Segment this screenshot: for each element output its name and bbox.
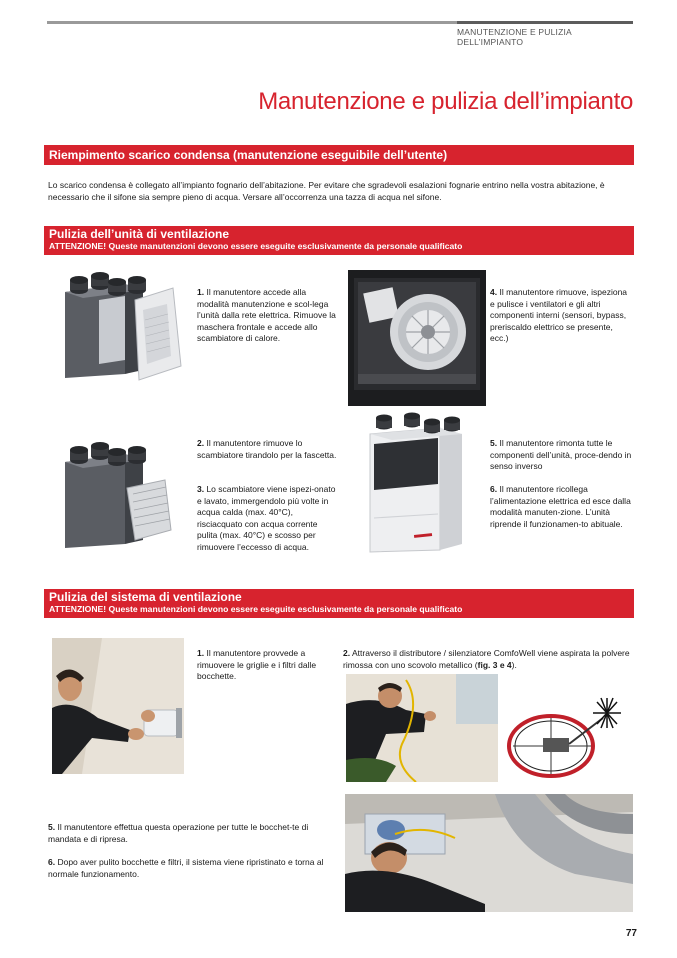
section-unit-cleaning-title: Pulizia dell’unità di ventilazione [49,227,230,241]
step-6-unit [490,484,632,530]
section-system-cleaning-warning: ATTENZIONE! Queste manutenzioni devono essere eseguite esclusivamente da personale qualificato [49,604,463,614]
section-system-cleaning-title: Pulizia del sistema di ventilazione [49,590,242,604]
step-number: 4. [490,287,498,297]
step-number: 5. [490,438,498,448]
step-2-system [343,648,633,671]
step-number: 3. [197,484,205,494]
brush-tool-photo [503,688,633,784]
step-text: Il manutentore provvede a rimuovere le griglie e i filtri dalle bocchette. [197,648,317,682]
section-condensate-heading: Riempimento scarico condensa (manutenzione eseguibile dell’utente) [44,145,634,165]
step-number: 5. [48,822,56,832]
step-text: Il manutentore rimonta tutte le componenti dell’unità, proce-dendo in senso inverso [490,438,632,472]
step-1-system [197,648,337,683]
section-condensate-body: Lo scarico condensa è collegato all’impianto fognario dell’abitazione. Per evitare che sgradevoli esalazioni fognarie entrino nella vostra abitazione, è necessario che il sifone sia sempre pieno di acqua. Versare all’occorrenza una tazza di acqua nel sifone. [48,180,605,202]
technician-brush-photo [346,674,498,782]
step-number: 1. [197,287,205,297]
step-text: Il manutentore ricollega l’alimentazione elettrica ed esce dalla modalità manuten-zione. L’unità riprende il funzionamen-to abituale. [490,484,631,529]
step-text: Attraverso il distributore / silenziatore ComfoWell viene aspirata la polvere rimossa con uno scovolo metallico ( [343,648,630,670]
page-title: Manutenzione e pulizia dell’impianto [258,88,633,115]
header-rule [47,21,457,24]
step-3-unit [197,484,337,554]
unit-front-open-image [55,270,195,382]
step-2-unit [197,438,337,461]
fan-internal-image [348,270,486,406]
technician-grille-photo [52,638,184,774]
duct-cleaning-photo [345,794,633,912]
step-1-unit [197,287,337,345]
step-5-system [48,822,338,845]
step-text: Il manutentore accede alla modalità manutenzione e scol-lega l’unità dalla rete elettrica. Rimuove la maschera frontale e accede allo scambiatore di calore. [197,287,336,344]
unit-closed-image [364,410,472,554]
step-number: 2. [343,648,351,658]
section-unit-cleaning-warning: ATTENZIONE! Queste manutenzioni devono essere eseguite esclusivamente da personale qualificato [49,241,463,251]
step-number: 6. [48,857,56,867]
step-text: Lo scambiatore viene ispezi-onato e lavato, immergendolo più volte in acqua calda (max. 40°C), risciacquato con acqua corrente pulita (max. 40°C) e scosso per rimuovere l’eccesso di acqua. [197,484,336,552]
step-number: 6. [490,484,498,494]
step-text: Il manutentore rimuove, ispeziona e pulisce i ventilatori e gli altri componenti interni (sensori, bypass, preriscaldo elettrico se presente, ecc.) [490,287,628,344]
section-system-cleaning-heading [44,589,634,618]
step-4-unit [490,287,632,345]
figure-reference: fig. 3 e 4 [477,659,512,670]
page-number: 77 [625,928,637,939]
step-5-unit [490,438,632,473]
running-header: MANUTENZIONE E PULIZIA DELL’IMPIANTO [457,27,572,47]
step-number: 2. [197,438,205,448]
header-rule-dark [457,21,633,24]
step-text: Il manutentore rimuove lo scambiatore tirandolo per la fascetta. [197,438,337,460]
step-number: 1. [197,648,205,658]
step-6-system [48,857,338,880]
step-text: Dopo aver pulito bocchette e filtri, il sistema viene ripristinato e torna al normale funzionamento. [48,857,324,879]
step-text: Il manutentore effettua questa operazione per tutte le bocchet-te di mandata e di ripresa. [48,822,309,844]
step-text-end: ). [511,659,517,670]
section-unit-cleaning-heading [44,226,634,255]
heat-exchanger-removal-image [55,440,195,552]
